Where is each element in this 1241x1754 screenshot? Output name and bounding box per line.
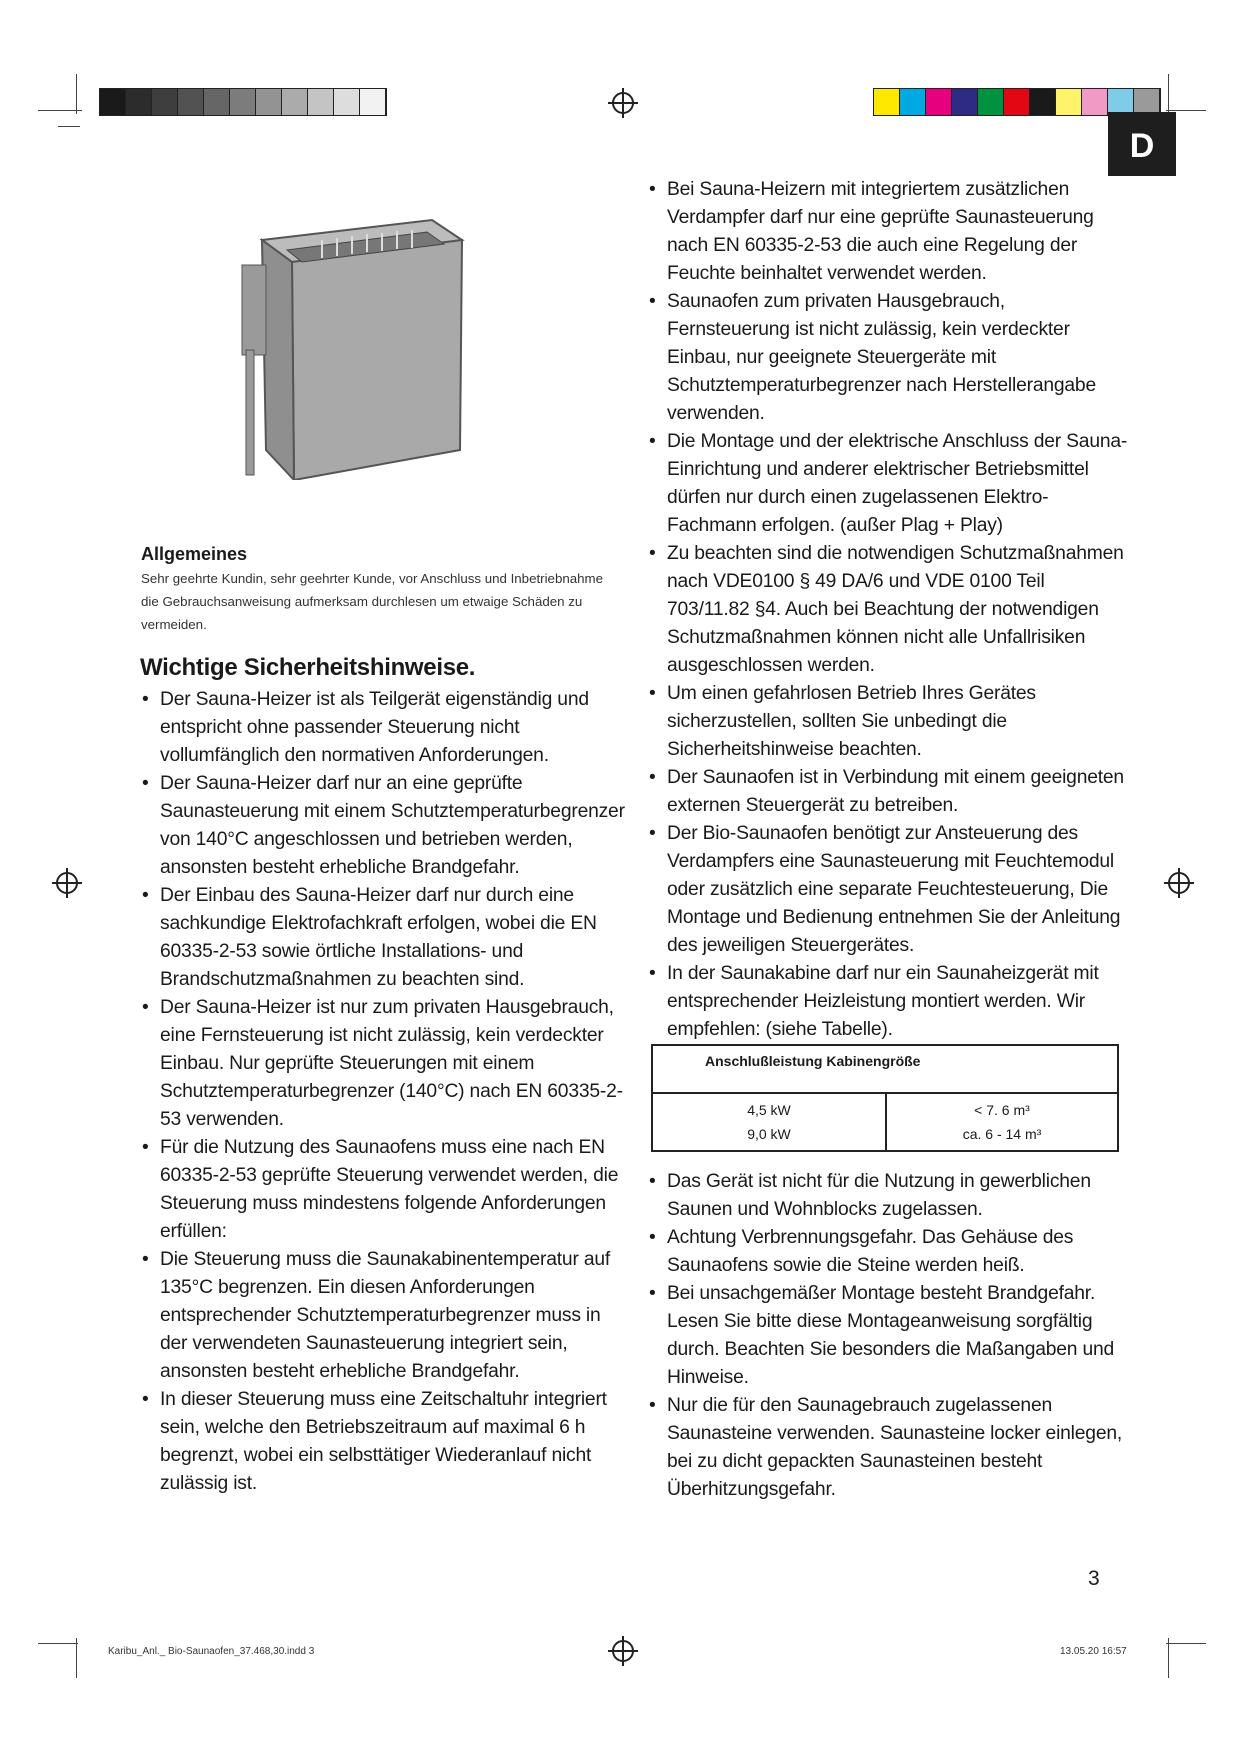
color-swatch: [1082, 89, 1108, 115]
registration-mark-icon: [612, 92, 634, 114]
power-table: [651, 1044, 1119, 1152]
list-item: • Bei Sauna-Heizern mit integriertem zusätzlichen Verdampfer darf nur eine geprüfte Saunasteuerung nach EN 60335-2-53 die auch eine Regelung der Feuchte beinhaltet verwendet werden.: [647, 176, 1132, 288]
crop-mark: [38, 1643, 78, 1644]
safety-list-right-2: [647, 1168, 1132, 1504]
color-swatch: [360, 89, 386, 115]
color-swatch: [126, 89, 152, 115]
registration-mark-icon: [56, 872, 78, 894]
color-swatch: [334, 89, 360, 115]
intro-text: Sehr geehrte Kundin, sehr geehrter Kunde, vor Anschluss und Inbetriebnahme die Gebrauchsanweisung aufmerksam durchlesen um etwaige Schäden zu vermeiden.: [141, 571, 603, 632]
safety-list-right: [647, 176, 1132, 1044]
color-swatch: [152, 89, 178, 115]
list-item: • In der Saunakabine darf nur ein Saunaheizgerät mit entsprechender Heizleistung montiert werden. Wir empfehlen: (siehe Tabelle).: [647, 960, 1132, 1044]
list-item: • Für die Nutzung des Saunaofens muss eine nach EN 60335-2-53 geprüfte Steuerung verwendet werden, die Steuerung muss mindestens folgende Anforderungen erfüllen:: [140, 1134, 628, 1246]
color-swatch: [178, 89, 204, 115]
grayscale-bar: [99, 88, 387, 116]
list-item: • Der Sauna-Heizer ist als Teilgerät eigenständig und entspricht ohne passender Steuerung nicht vollumfänglich den normativen Anforderungen.: [140, 686, 628, 770]
language-tab: D: [1108, 112, 1176, 176]
footer-timestamp: 13.05.20 16:57: [1060, 1646, 1127, 1657]
color-swatch: [204, 89, 230, 115]
crop-mark: [1168, 1638, 1169, 1678]
list-item: • Der Sauna-Heizer darf nur an eine geprüfte Saunasteuerung mit einem Schutztemperaturbegrenzer von 140°C angeschlossen und betrieben werden, ansonsten besteht erhebliche Brandgefahr.: [140, 770, 628, 882]
crop-mark: [1166, 110, 1206, 111]
sauna-heater-illustration: [232, 200, 472, 480]
crop-mark: [76, 74, 77, 114]
color-swatch: [1056, 89, 1082, 115]
power-column: 4,5 kW 9,0 kW: [652, 1093, 886, 1151]
list-item: • Die Steuerung muss die Saunakabinentemperatur auf 135°C begrenzen. Ein diesen Anforderungen entsprechender Schutztemperaturbegrenzer muss in der verwendeten Saunasteuerung integriert sein, ansonsten besteht erhebliche Brandgefahr.: [140, 1246, 628, 1386]
list-item: • Die Montage und der elektrische Anschluss der Sauna-Einrichtung und anderer elektrischer Betriebsmittel dürfen nur durch einen zugelassenen Elektro-Fachmann erfolgen. (außer Plag + Play): [647, 428, 1132, 540]
crop-mark: [1168, 74, 1169, 114]
color-swatch: [952, 89, 978, 115]
color-swatch: [1004, 89, 1030, 115]
list-item: • Bei unsachgemäßer Montage besteht Brandgefahr. Lesen Sie bitte diese Montageanweisung sorgfältig durch. Beachten Sie besonders die Maßangaben und Hinweise.: [647, 1280, 1132, 1392]
registration-mark-icon: [612, 1640, 634, 1662]
list-item: • Um einen gefahrlosen Betrieb Ihres Gerätes sicherzustellen, sollten Sie unbedingt die Sicherheitshinweise beachten.: [647, 680, 1132, 764]
list-item: • Der Einbau des Sauna-Heizer darf nur durch eine sachkundige Elektrofachkraft erfolgen, wobei die EN 60335-2-53 sowie örtliche Installations- und Brandschutzmaßnahmen zu beachten sind.: [140, 882, 628, 994]
list-item: • Zu beachten sind die notwendigen Schutzmaßnahmen nach VDE0100 § 49 DA/6 und VDE 0100 Teil 703/11.82 §4. Auch bei Beachtung der notwendigen Schutzmaßnahmen können nicht alle Unfallrisiken ausgeschlossen werden.: [647, 540, 1132, 680]
color-swatch: [256, 89, 282, 115]
color-swatch: [926, 89, 952, 115]
crop-mark: [1166, 1643, 1206, 1644]
list-item: • Das Gerät ist nicht für die Nutzung in gewerblichen Saunen und Wohnblocks zugelassen.: [647, 1168, 1132, 1224]
list-item: • Der Sauna-Heizer ist nur zum privaten Hausgebrauch, eine Fernsteuerung ist nicht zulässig, kein verdeckter Einbau. Nur geprüfte Steuerungen mit einem Schutztemperaturbegrenzer (140°C) nach EN 60335-2-53 verwenden.: [140, 994, 628, 1134]
list-item: • In dieser Steuerung muss eine Zeitschaltuhr integriert sein, welche den Betriebszeitraum auf maximal 6 h begrenzt, wobei ein selbsttätiger Wiederanlauf nicht zulässig ist.: [140, 1386, 628, 1498]
list-item: • Der Bio-Saunaofen benötigt zur Ansteuerung des Verdampfers eine Saunasteuerung mit Feuchtemodul oder zusätzlich eine separate Feuchtesteuerung, Die Montage und Bedienung entnehmen Sie der Anleitung des jeweiligen Steuergerätes.: [647, 820, 1132, 960]
color-swatch: [308, 89, 334, 115]
size-column: < 7. 6 m³ ca. 6 - 14 m³: [886, 1093, 1118, 1151]
color-swatch: [874, 89, 900, 115]
color-swatch: [100, 89, 126, 115]
list-item: • Saunaofen zum privaten Hausgebrauch, Fernsteuerung ist nicht zulässig, kein verdeckter Einbau, nur geeignete Steuergeräte mit Schutztemperaturbegrenzer nach Herstellerangabe verwenden.: [647, 288, 1132, 428]
page-number: 3: [1088, 1567, 1100, 1590]
color-swatch: [900, 89, 926, 115]
safety-list-left: [140, 686, 628, 1498]
safety-heading: Wichtige Sicherheitshinweise.: [140, 654, 476, 681]
crop-mark: [58, 126, 80, 127]
list-item: • Der Saunaofen ist in Verbindung mit einem geeigneten externen Steuergerät zu betreiben.: [647, 764, 1132, 820]
crop-mark: [76, 1638, 77, 1678]
footer-filename: Karibu_Anl._ Bio-Saunaofen_37.468,30.indd 3: [108, 1646, 315, 1657]
registration-mark-icon: [1168, 872, 1190, 894]
list-item: • Achtung Verbrennungsgefahr. Das Gehäuse des Saunaofens sowie die Steine werden heiß.: [647, 1224, 1132, 1280]
table-header: Anschlußleistung Kabinengröße: [652, 1045, 1118, 1093]
list-item: • Nur die für den Saunagebrauch zugelassenen Saunasteine verwenden. Saunasteine locker einlegen, bei zu dicht gepackten Saunasteinen besteht Überhitzungsgefahr.: [647, 1392, 1132, 1504]
section-heading-allgemeines: Allgemeines: [141, 544, 248, 564]
color-swatch: [1030, 89, 1056, 115]
color-swatch: [230, 89, 256, 115]
color-swatch: [282, 89, 308, 115]
color-swatch: [978, 89, 1004, 115]
